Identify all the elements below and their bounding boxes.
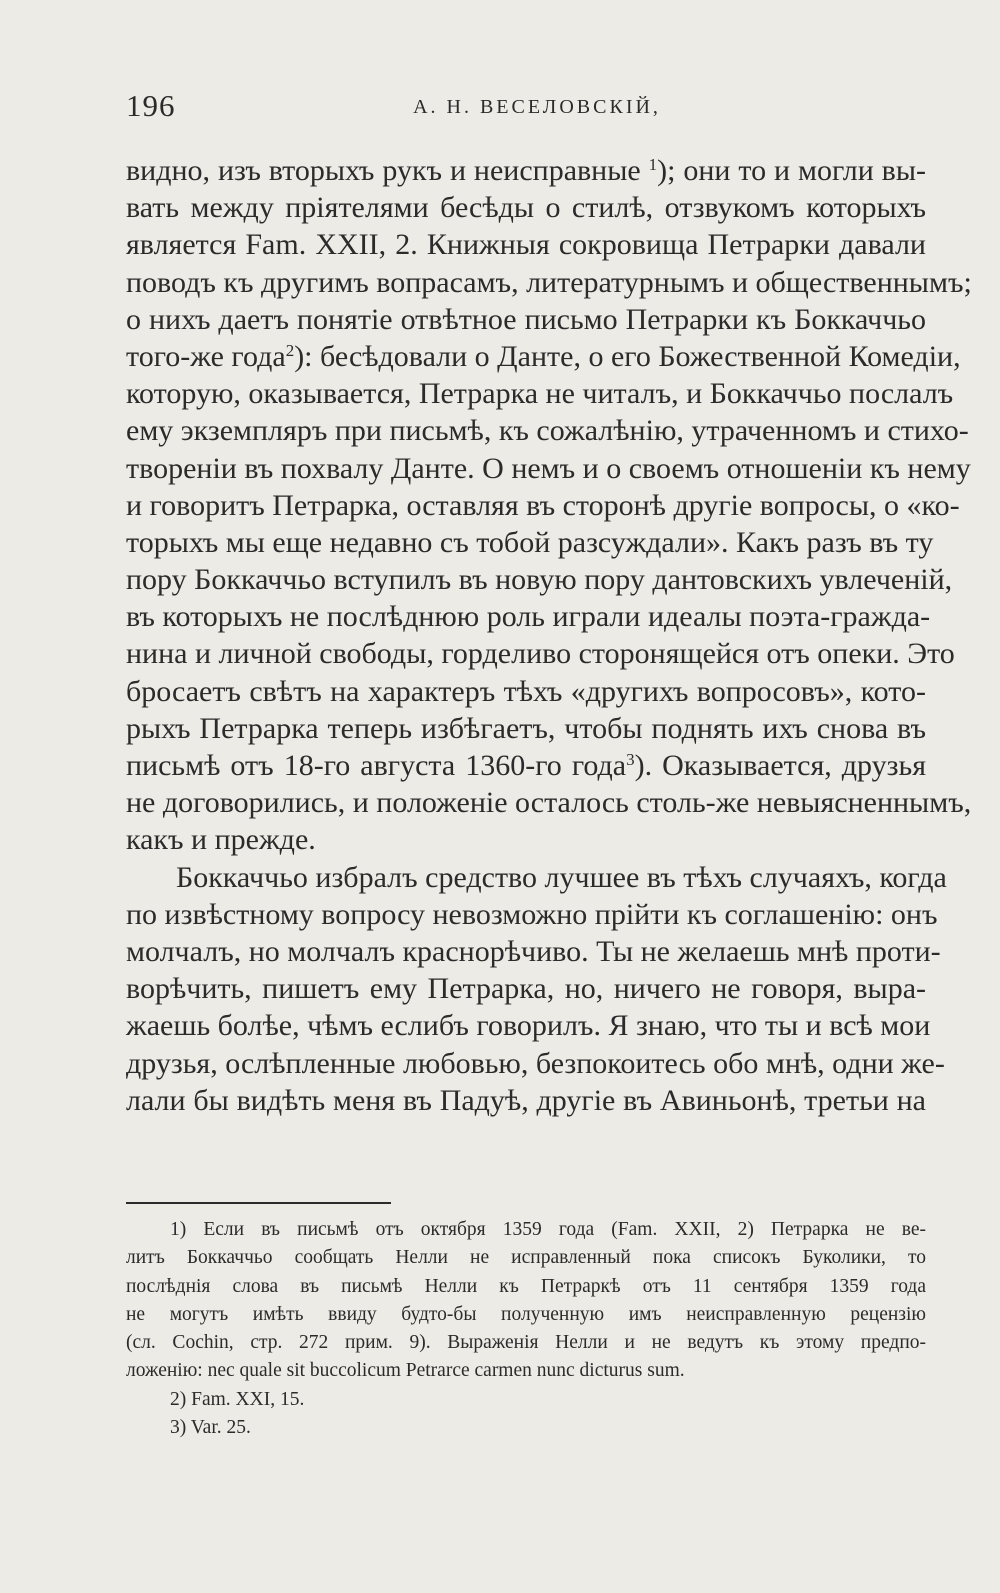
- text-line: не договорились, и положеніе осталось столь-же невыясненнымъ,: [126, 786, 972, 820]
- footnote-divider: [126, 1202, 391, 1204]
- footnote-ref[interactable]: 1: [648, 155, 658, 174]
- text-line: поводъ къ другимъ вопрасамъ, литературнымъ и общественнымъ;: [126, 265, 972, 299]
- running-head-author: А. Н. ВЕСЕЛОВСКІЙ,: [413, 96, 661, 118]
- footnotes: [126, 1216, 926, 1442]
- footnote-line: послѣднія слова въ письмѣ Нелли къ Петраркѣ отъ 11 сентября 1359 года: [126, 1275, 926, 1297]
- text-line: бросаетъ свѣтъ на характеръ тѣхъ «другихъ вопросовъ», кото-: [126, 674, 926, 708]
- text-line: пору Боккаччьо вступилъ въ новую пору дантовскихъ увлеченій,: [126, 563, 953, 597]
- footnote-line: (сл. Cochin, стр. 272 прим. 9). Выраженія Нелли и не ведутъ къ этому предпо-: [126, 1332, 926, 1354]
- main-text: [126, 152, 972, 1119]
- page-number: 196: [126, 88, 176, 123]
- text-line: твореніи въ похвалу Данте. О немъ и о своемъ отношеніи къ нему: [126, 451, 971, 485]
- text-line: является Fam. XXII, 2. Книжныя сокровища Петрарки давали: [126, 228, 926, 262]
- text-line: нина и личной свободы, горделиво сторонящейся отъ опеки. Это: [126, 637, 955, 671]
- text-line: по извѣстному вопросу невозможно прійти къ соглашенію: онъ: [126, 897, 938, 931]
- text-line: торыхъ мы еще недавно съ тобой разсуждали». Какъ разъ въ ту: [126, 525, 934, 559]
- text-line: въ которыхъ не послѣднюю роль играли идеалы поэта-гражда-: [126, 600, 931, 634]
- text-line: Боккаччьо избралъ средство лучшее въ тѣхъ случаяхъ, когда: [176, 860, 947, 894]
- text-line: ворѣчить, пишетъ ему Петрарка, но, ничего не говоря, выра-: [126, 972, 926, 1006]
- footnote-line: 1) Если въ письмѣ отъ октября 1359 года (Fam. XXII, 2) Петрарка не ве-: [170, 1219, 926, 1240]
- text-line: видно, изъ вторыхъ рукъ и неисправные $^1$); они то и могли вы-: [126, 154, 926, 187]
- text-line: вать между пріятелями бесѣды о стилѣ, отзвукомъ которыхъ: [126, 191, 926, 225]
- text-line: лали бы видѣть меня въ Падуѣ, другіе въ Авиньонѣ, третьи на: [126, 1083, 926, 1117]
- text-line: того-же года$^2$): бесѣдовали о Данте, о его Божественной Комедіи,: [126, 339, 961, 373]
- footnote-ref[interactable]: 2: [285, 340, 295, 360]
- footnote-3: 3) Var. 25.: [170, 1417, 251, 1439]
- footnote-line: ложенію: nec quale sit buccolicum Petrarce carmen nunc dicturus sum.: [126, 1360, 685, 1382]
- text-line: письмѣ отъ 18-го августа 1360-го года$^3$). Оказывается, друзья: [126, 749, 926, 782]
- footnote-2: 2) Fam. XXI, 15.: [170, 1388, 305, 1410]
- text-line: друзья, ослѣпленные любовью, безпокоитесь обо мнѣ, одни же-: [126, 1046, 945, 1080]
- text-line: какъ и прежде.: [126, 823, 316, 857]
- text-line: рыхъ Петрарка теперь избѣгаетъ, чтобы поднять ихъ снова въ: [126, 711, 926, 745]
- text-line: о нихъ даетъ понятіе отвѣтное письмо Петрарки къ Боккаччьо: [126, 302, 926, 336]
- text-line: и говоритъ Петрарка, оставляя въ сторонѣ другіе вопросы, о «ко-: [126, 488, 960, 522]
- footnote-line: литъ Боккаччьо сообщать Нелли не исправленный пока списокъ Буколики, то: [126, 1247, 926, 1269]
- footnote-ref[interactable]: 3: [626, 750, 635, 769]
- footnote-line: не могутъ имѣть ввиду будто-бы полученную имъ неисправленную рецензію: [126, 1303, 926, 1325]
- text-line: молчалъ, но молчалъ краснорѣчиво. Ты не желаешь мнѣ проти-: [126, 934, 941, 968]
- running-head: [126, 88, 926, 128]
- text-line: ему экземпляръ при письмѣ, къ сожалѣнію, утраченномъ и стихо-: [126, 414, 969, 448]
- text-line: которую, оказывается, Петрарка не читалъ, и Боккаччьо послалъ: [126, 377, 954, 411]
- text-line: жаешь болѣе, чѣмъ еслибъ говорилъ. Я знаю, что ты и всѣ мои: [126, 1009, 931, 1043]
